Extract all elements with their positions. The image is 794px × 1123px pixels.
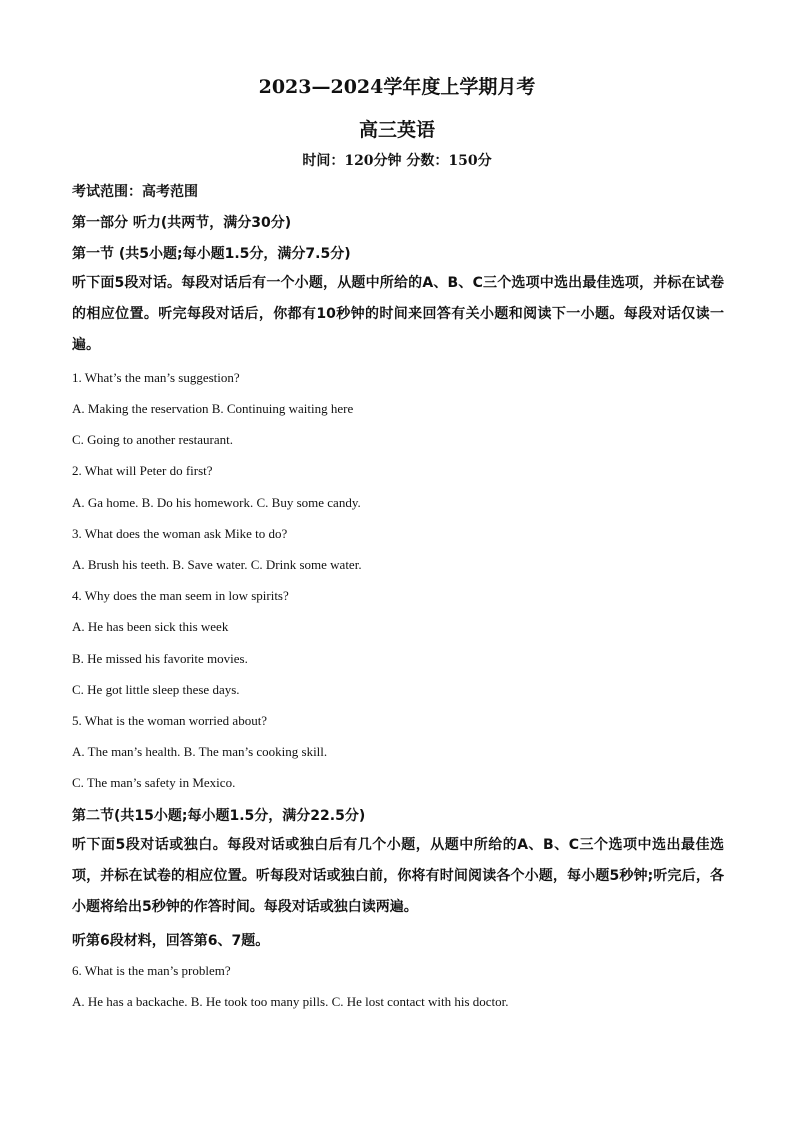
option-line: B. He missed his favorite movies. bbox=[72, 651, 248, 666]
section2-title: 第二节(共15小题;每小题1.5分，满分22.5分) bbox=[72, 808, 366, 824]
question-line: 2. What will Peter do first? bbox=[72, 463, 213, 478]
subject-title: 高三英语 bbox=[358, 119, 435, 141]
option-line: A. The man’s health. B. The man’s cooking skill. bbox=[72, 744, 328, 759]
exam-scope: 考试范围：高考范围 bbox=[72, 184, 198, 200]
question-line: 5. What is the woman worried about? bbox=[72, 713, 268, 728]
exam-title: 2023—2024学年度上学期月考 bbox=[258, 76, 536, 98]
question-line: 1. What’s the man’s suggestion? bbox=[72, 370, 240, 385]
option-line: C. Going to another restaurant. bbox=[72, 432, 234, 447]
question-line: 6. What is the man’s problem? bbox=[72, 963, 231, 978]
section1-instructions: 听下面5段对话。每段对话后有一个小题，从题中所给的A、B、C三个选项中选出最佳选项，并标在试卷的相应位置。听完每段对话后，你都有10秒钟的时间来回答有关小题和阅读下一小题。每段对话仅读一遍。 bbox=[72, 275, 724, 353]
question-line: 3. What does the woman ask Mike to do? bbox=[72, 526, 288, 541]
option-line: C. The man’s safety in Mexico. bbox=[72, 775, 236, 790]
section2-instructions: 听下面5段对话或独白。每段对话或独白后有几个小题，从题中所给的A、B、C三个选项中选出最佳选项，并标在试卷的相应位置。听每段对话或独白前，你将有时间阅读各个小题，每小题5秒钟;听完后，各小题将给出5秒钟的作答时间。每段对话或独白读两遍。 bbox=[72, 837, 724, 915]
time-score: 时间：120分钟 分数：150分 bbox=[302, 153, 492, 169]
option-line: A. Brush his teeth. B. Save water. C. Drink some water. bbox=[72, 557, 362, 572]
material-heading: 听第6段材料，回答第6、7题。 bbox=[72, 933, 270, 949]
part1-title: 第一部分 听力(共两节，满分30分) bbox=[72, 215, 292, 231]
option-line: C. He got little sleep these days. bbox=[72, 682, 240, 697]
option-line: A. He has been sick this week bbox=[72, 619, 229, 634]
option-line: A. He has a backache. B. He took too many pills. C. He lost contact with his doctor. bbox=[72, 994, 509, 1009]
section1-title: 第一节 (共5小题;每小题1.5分，满分7.5分) bbox=[72, 246, 351, 262]
question-line: 4. Why does the man seem in low spirits? bbox=[72, 588, 289, 603]
option-line: A. Ga home. B. Do his homework. C. Buy some candy. bbox=[72, 495, 361, 510]
option-line: A. Making the reservation B. Continuing waiting here bbox=[72, 401, 354, 416]
